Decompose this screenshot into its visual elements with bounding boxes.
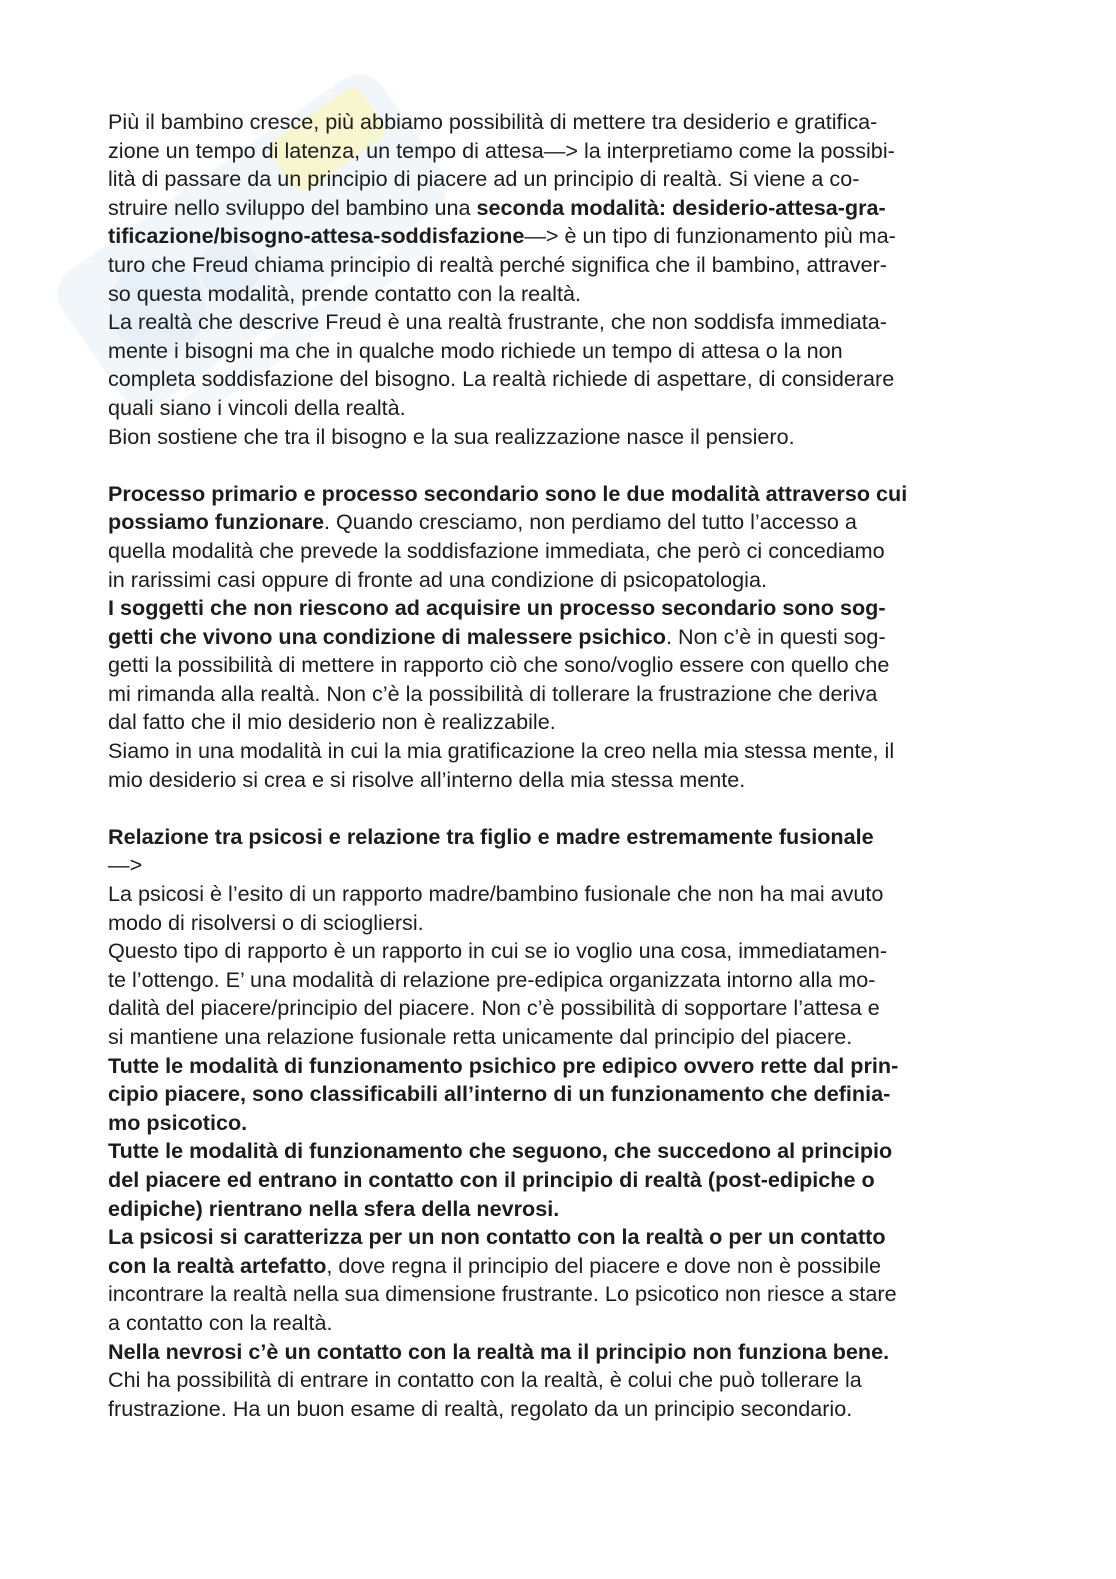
bold-text: tificazione/bisogno-attesa-soddisfazione — [108, 223, 525, 249]
text-run: struire nello sviluppo del bambino una — [108, 194, 477, 220]
text-run: Questo tipo di rapporto è un rapporto in cui se io voglio una cosa, immediatamen- — [108, 938, 888, 964]
bold-text: I soggetti che non riescono ad acquisire un processo secondario sono sog- — [108, 595, 886, 621]
text-line — [108, 108, 1003, 137]
text-line — [108, 537, 1003, 566]
text-line — [108, 337, 1003, 366]
text-line — [108, 966, 1003, 995]
text-line — [108, 222, 1003, 251]
text-line — [108, 851, 1003, 880]
text-run: getti la possibilità di mettere in rapporto ciò che sono/voglio essere con quello che — [108, 652, 890, 678]
bold-text: possiamo funzionare — [108, 509, 324, 535]
text-line — [108, 680, 1003, 709]
text-run: —> è un tipo di funzionamento più ma- — [524, 223, 896, 249]
text-line — [108, 651, 1003, 680]
text-line — [108, 566, 1003, 595]
text-line — [108, 623, 1003, 652]
bold-text: cipio piacere, sono classificabili all’interno di un funzionamento che definia- — [108, 1081, 891, 1107]
text-run: incontrare la realtà nella sua dimensione frustrante. Lo psicotico non riesce a stare — [108, 1281, 897, 1307]
text-line — [108, 994, 1003, 1023]
bold-text: mo psicotico. — [108, 1109, 248, 1135]
text-line — [108, 165, 1003, 194]
bold-text: Tutte le modalità di funzionamento psichico pre edipico ovvero rette dal prin- — [108, 1052, 899, 1078]
text-line — [108, 194, 1003, 223]
text-line — [108, 137, 1003, 166]
text-line — [108, 909, 1003, 938]
text-line — [108, 1195, 1003, 1224]
text-run: La psicosi è l’esito di un rapporto madre/bambino fusionale che non ha mai avuto — [108, 881, 884, 907]
text-run: lità di passare da un principio di piacere ad un principio di realtà. Si viene a co- — [108, 166, 860, 192]
text-run: mio desiderio si crea e si risolve all’interno della mia stessa mente. — [108, 766, 746, 792]
text-line — [108, 1052, 1003, 1081]
text-run: completa soddisfazione del bisogno. La realtà richiede di aspettare, di considerare — [108, 366, 895, 392]
text-run: quali siano i vincoli della realtà. — [108, 394, 406, 420]
text-line — [108, 508, 1003, 537]
text-line — [108, 1080, 1003, 1109]
text-line — [108, 308, 1003, 337]
text-run: dalità del piacere/principio del piacere. Non c’è possibilità di sopportare l’attesa e — [108, 995, 880, 1021]
text-run: te l’ottengo. E’ una modalità di relazione pre-edipica organizzata intorno alla mo- — [108, 966, 876, 992]
text-line — [108, 766, 1003, 795]
text-line — [108, 1366, 1003, 1395]
text-line — [108, 1166, 1003, 1195]
text-line — [108, 1223, 1003, 1252]
bold-text: del piacere ed entrano in contatto con il principio di realtà (post-edipiche o — [108, 1166, 875, 1192]
text-line — [108, 1338, 1003, 1367]
text-run: mi rimanda alla realtà. Non c’è la possibilità di tollerare la frustrazione che deriva — [108, 680, 878, 706]
bold-text: seconda modalità: desiderio-attesa-gra- — [476, 194, 886, 220]
text-run: Chi ha possibilità di entrare in contatto con la realtà, è colui che può tollerare la — [108, 1367, 862, 1393]
document-body — [108, 108, 1003, 1423]
text-run: zione un tempo di latenza, un tempo di attesa—> la interpretiamo come la possibi- — [108, 137, 895, 163]
text-line — [108, 937, 1003, 966]
text-line — [108, 737, 1003, 766]
text-run: La realtà che descrive Freud è una realtà frustrante, che non soddisfa immediata- — [108, 309, 887, 335]
bold-text: Tutte le modalità di funzionamento che seguono, che succedono al principio — [108, 1138, 893, 1164]
text-line — [108, 794, 1003, 823]
text-run: mente i bisogni ma che in qualche modo richiede un tempo di attesa o la non — [108, 337, 843, 363]
text-line — [108, 1023, 1003, 1052]
text-line — [108, 1252, 1003, 1281]
text-run: Siamo in una modalità in cui la mia gratificazione la creo nella mia stessa mente, il — [108, 738, 895, 764]
bold-text: getti che vivono una condizione di malessere psichico — [108, 623, 666, 649]
text-run: Bion sostiene che tra il bisogno e la sua realizzazione nasce il pensiero. — [108, 423, 795, 449]
text-run: , dove regna il principio del piacere e dove non è possibile — [326, 1252, 882, 1278]
text-run: so questa modalità, prende contatto con la realtà. — [108, 280, 581, 306]
text-line — [108, 594, 1003, 623]
text-line — [108, 1137, 1003, 1166]
text-run: Più il bambino cresce, più abbiamo possibilità di mettere tra desiderio e gratifica- — [108, 109, 878, 134]
text-run: turo che Freud chiama principio di realtà perché significa che il bambino, attraver- — [108, 251, 887, 277]
bold-text: Nella nevrosi c’è un contatto con la realtà ma il principio non funziona bene. — [108, 1338, 890, 1364]
text-run: in rarissimi casi oppure di fronte ad una condizione di psicopatologia. — [108, 566, 767, 592]
text-run: a contatto con la realtà. — [108, 1309, 333, 1335]
text-line — [108, 365, 1003, 394]
text-run: modo di risolversi o di sciogliersi. — [108, 909, 424, 935]
text-run: frustrazione. Ha un buon esame di realtà, regolato da un principio secondario. — [108, 1395, 853, 1421]
text-run: quella modalità che prevede la soddisfazione immediata, che però ci concediamo — [108, 537, 885, 563]
text-line — [108, 1109, 1003, 1138]
text-line — [108, 251, 1003, 280]
text-line — [108, 480, 1003, 509]
bold-text: edipiche) rientrano nella sfera della nevrosi. — [108, 1195, 560, 1221]
text-line — [108, 280, 1003, 309]
text-line — [108, 823, 1003, 852]
text-run: . Quando cresciamo, non perdiamo del tutto l’accesso a — [323, 509, 857, 535]
text-line — [108, 1395, 1003, 1424]
text-run: . Non c’è in questi sog- — [665, 623, 886, 649]
text-line — [108, 708, 1003, 737]
text-run: dal fatto che il mio desiderio non è realizzabile. — [108, 709, 556, 735]
text-line — [108, 1280, 1003, 1309]
text-run: si mantiene una relazione fusionale retta unicamente dal principio del piacere. — [108, 1024, 853, 1049]
text-line — [108, 880, 1003, 909]
text-line — [108, 394, 1003, 423]
text-line — [108, 423, 1003, 452]
bold-text: Relazione tra psicosi e relazione tra figlio e madre estremamente fusionale — [108, 823, 874, 849]
text-line — [108, 1309, 1003, 1338]
bold-text: Processo primario e processo secondario sono le due modalità attraverso cui — [108, 480, 908, 506]
bold-text: con la realtà artefatto — [108, 1252, 327, 1278]
bold-text: La psicosi si caratterizza per un non contatto con la realtà o per un contatto — [108, 1224, 886, 1250]
text-line — [108, 451, 1003, 480]
text-run: —> — [108, 852, 143, 878]
